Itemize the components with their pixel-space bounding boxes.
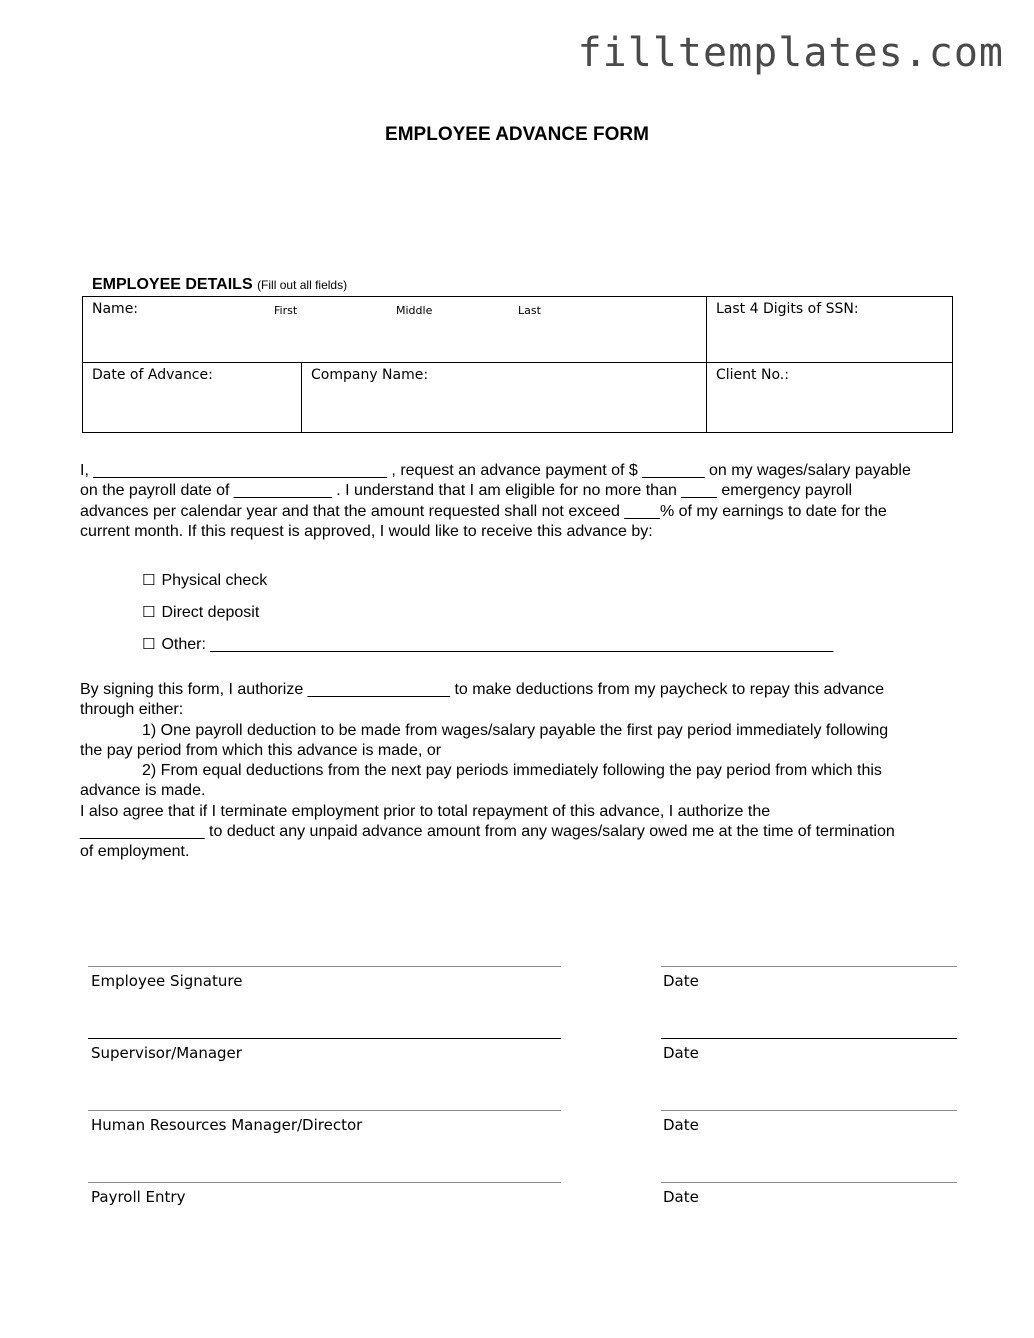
last-name-label: Last [518,304,541,317]
supervisor-signature-label: Supervisor/Manager [91,1044,242,1062]
authorization-line: 1) One payroll deduction to be made from wages/salary payable the first pay period immediately following [142,721,889,739]
section-heading: EMPLOYEE DETAILS [92,276,253,293]
other-label: Other: ______________________________________________________________________ [161,636,834,653]
hr-signature-line[interactable] [88,1110,561,1111]
supervisor-signature-line[interactable] [88,1038,561,1039]
request-line: on the payroll date of ___________ . I understand that I am eligible for no more than ____ emergency payroll [80,482,853,500]
option-direct-deposit [142,603,259,622]
payroll-entry-line[interactable] [88,1182,561,1183]
middle-name-label: Middle [396,304,433,317]
option-other [142,635,833,654]
first-name-label: First [274,304,298,317]
physical-check-checkbox[interactable]: ☐ [142,571,156,589]
name-label: Name: [92,301,139,317]
ssn-field[interactable] [706,296,953,363]
employee-date-line[interactable] [661,966,957,967]
authorization-line: advance is made. [80,782,206,800]
payroll-date-line[interactable] [661,1182,957,1183]
other-checkbox[interactable]: ☐ [142,635,156,653]
request-line: current month. If this request is approved, I would like to receive this advance by: [80,522,653,540]
employee-signature-label: Employee Signature [91,972,243,990]
direct-deposit-label: Direct deposit [161,604,260,621]
company-name-field[interactable] [301,362,707,433]
payroll-entry-label: Payroll Entry [91,1188,186,1206]
employee-details-table [82,296,953,433]
employee-date-label: Date [663,972,699,990]
company-name-label: Company Name: [311,367,429,383]
client-no-label: Client No.: [716,367,789,383]
date-of-advance-field[interactable] [82,362,302,433]
physical-check-label: Physical check [161,572,268,589]
supervisor-date-label: Date [663,1044,699,1062]
watermark: filltemplates.com [577,30,1004,76]
authorization-line: I also agree that if I terminate employment prior to total repayment of this advance, I authorize the [80,802,771,820]
hr-date-label: Date [663,1116,699,1134]
name-field[interactable] [82,296,707,363]
date-of-advance-label: Date of Advance: [92,367,213,383]
supervisor-date-line[interactable] [661,1038,957,1039]
authorization-line: the pay period from which this advance is made, or [80,741,442,759]
section-note: (Fill out all fields) [257,278,348,292]
client-no-field[interactable] [706,362,953,433]
request-line: I, _________________________________ , request an advance payment of $ _______ on my wages/salary payable [80,462,911,479]
authorization-line: ______________ to deduct any unpaid advance amount from any wages/salary owed me at the time of termination [80,823,895,841]
request-paragraph [80,461,960,542]
authorization-line: 2) From equal deductions from the next pay periods immediately following the pay period from which this [142,762,882,780]
authorization-line: By signing this form, I authorize ________________ to make deductions from my paycheck to repay this advance [80,681,885,698]
hr-date-line[interactable] [661,1110,957,1111]
authorization-paragraph [80,680,960,863]
hr-signature-label: Human Resources Manager/Director [91,1116,363,1134]
option-physical-check [142,571,267,590]
form-title: EMPLOYEE ADVANCE FORM [385,124,649,145]
authorization-line: through either: [80,701,184,719]
payroll-date-label: Date [663,1188,699,1206]
employee-signature-line[interactable] [88,966,561,967]
request-line: advances per calendar year and that the amount requested shall not exceed ____% of my earnings to date for the [80,502,887,520]
direct-deposit-checkbox[interactable]: ☐ [142,603,156,621]
ssn-label: Last 4 Digits of SSN: [716,301,859,317]
authorization-line: of employment. [80,843,190,861]
employee-details-heading [92,276,347,294]
